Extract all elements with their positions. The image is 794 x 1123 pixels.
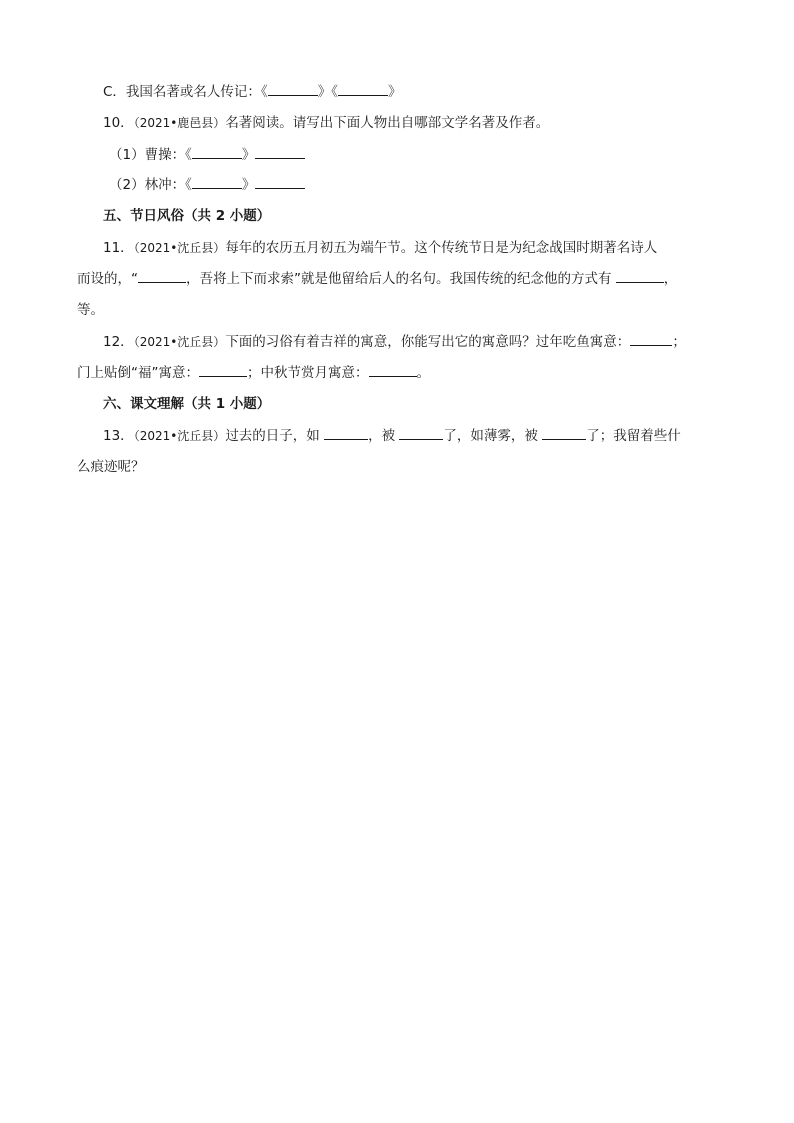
- question-number: 10．: [103, 115, 134, 131]
- question-text: 门上贴倒“福”寓意：: [77, 365, 199, 381]
- question-text: 名著阅读。请写出下面人物出自哪部文学名著及作者。: [225, 115, 550, 131]
- book-open-mark: 《: [185, 147, 192, 163]
- question-number: 12．: [103, 334, 134, 350]
- book-close-mark: 》: [241, 147, 256, 163]
- c-option-line: [103, 83, 401, 101]
- answer-blank[interactable]: [255, 146, 305, 159]
- question-source: （2021•沈丘县）: [133, 335, 226, 349]
- c-option-open-2: 《: [331, 84, 338, 100]
- answer-blank[interactable]: [616, 270, 664, 283]
- book-close-mark: 》: [241, 177, 256, 193]
- question-text: ；中秋节赏月寓意：: [247, 365, 369, 381]
- question-10-sub-1: [109, 146, 305, 164]
- question-text: 么痕迹呢？: [77, 459, 145, 475]
- question-text: 而设的，“: [77, 271, 138, 287]
- question-12: [103, 333, 686, 351]
- question-13-line-2: [77, 458, 145, 476]
- question-11-line-3: [77, 301, 104, 319]
- answer-blank[interactable]: [542, 427, 586, 440]
- question-text: ，: [663, 271, 678, 287]
- answer-blank[interactable]: [268, 83, 318, 96]
- answer-blank[interactable]: [255, 176, 305, 189]
- question-10: [103, 114, 549, 132]
- question-text: ；: [672, 334, 686, 350]
- book-open-mark: 《: [185, 177, 192, 193]
- question-source: （2021•沈丘县）: [133, 429, 226, 443]
- question-text: 。: [416, 365, 430, 381]
- question-text: ，吾将上下而求索”就是他留给后人的名句。我国传统的纪念他的方式有: [186, 271, 616, 287]
- question-11: [103, 239, 657, 257]
- c-option-close-1: 》: [317, 84, 332, 100]
- question-text: ，被: [368, 428, 400, 444]
- question-10-sub-2: [109, 176, 305, 194]
- c-option-close-2: 》: [387, 84, 402, 100]
- question-number: 11．: [103, 240, 134, 256]
- question-text: 了；我留着些什: [586, 428, 681, 444]
- question-13: [103, 427, 681, 445]
- question-text: 过去的日子，如: [225, 428, 325, 444]
- answer-blank[interactable]: [399, 427, 443, 440]
- question-text: 每年的农历五月初五为端午节。这个传统节日是为纪念战国时期著名诗人: [225, 240, 658, 256]
- question-text: 下面的习俗有着吉祥的寓意，你能写出它的寓意吗？过年吃鱼寓意：: [225, 334, 631, 350]
- answer-blank[interactable]: [192, 146, 242, 159]
- question-source: （2021•鹿邑县）: [133, 116, 226, 130]
- sub-label: （1）曹操：: [109, 147, 186, 163]
- question-text: 等。: [77, 302, 104, 318]
- question-11-line-2: [77, 270, 677, 288]
- answer-blank[interactable]: [630, 333, 672, 346]
- section-5-title: 五、节日风俗（共 2 小题）: [103, 208, 271, 224]
- c-option-label: C．我国名著或名人传记：: [103, 84, 261, 100]
- answer-blank[interactable]: [324, 427, 368, 440]
- section-6-title: 六、课文理解（共 1 小题）: [103, 396, 271, 412]
- c-option-open-1: 《: [260, 84, 268, 100]
- question-source: （2021•沈丘县）: [133, 241, 226, 255]
- answer-blank[interactable]: [338, 83, 388, 96]
- question-text: 了，如薄雾，被: [443, 428, 543, 444]
- sub-label: （2）林冲：: [109, 177, 186, 193]
- question-number: 13．: [103, 428, 134, 444]
- answer-blank[interactable]: [192, 176, 242, 189]
- answer-blank[interactable]: [138, 270, 186, 283]
- answer-blank[interactable]: [369, 364, 417, 377]
- answer-blank[interactable]: [199, 364, 247, 377]
- question-12-line-2: [77, 364, 430, 382]
